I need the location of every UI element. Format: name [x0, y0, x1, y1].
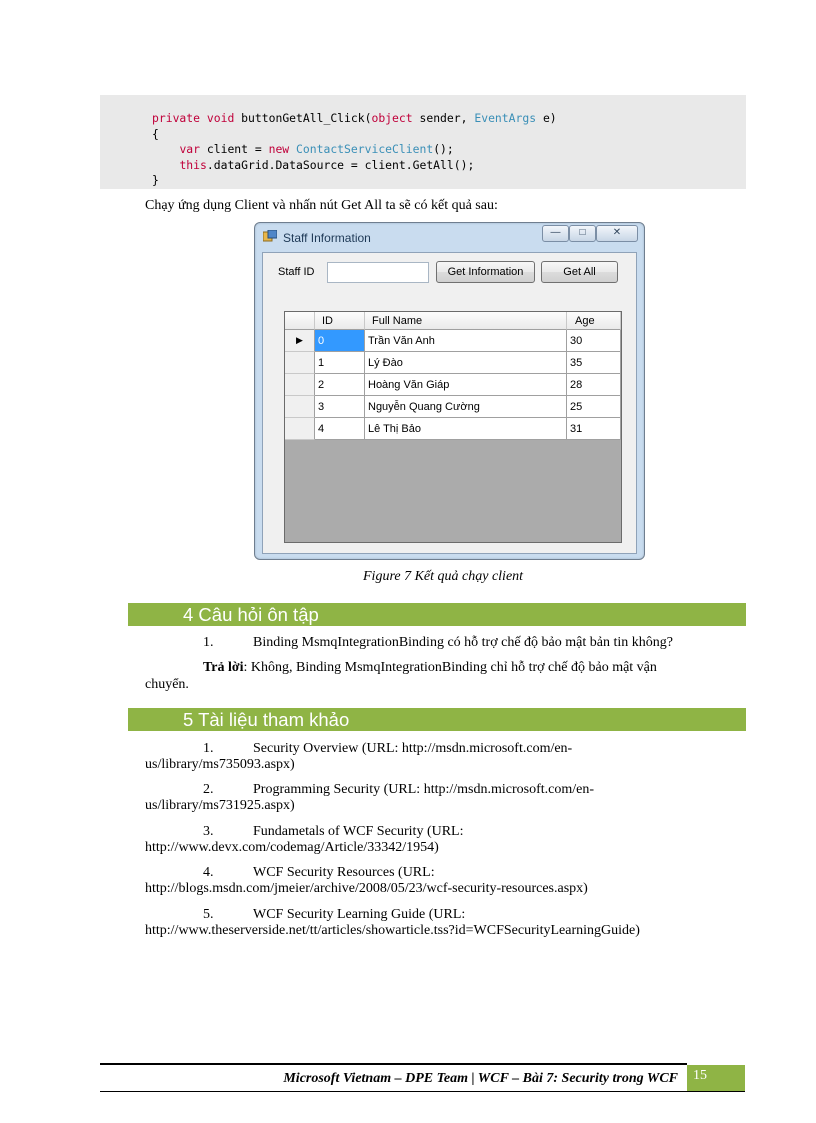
section-4-header	[128, 603, 746, 626]
get-information-button[interactable]: Get Information	[436, 261, 535, 283]
data-grid[interactable]	[284, 311, 622, 543]
section-4-title: 4 Câu hỏi ôn tập	[183, 604, 319, 625]
grid-corner-header[interactable]	[285, 312, 315, 330]
answer-continuation: chuyển.	[145, 677, 189, 692]
ref-url-line[interactable]: http://blogs.msdn.com/jmeier/archive/2008/05/23/wcf-security-resources.aspx)	[145, 881, 588, 896]
grid-cell-age[interactable]: 35	[567, 352, 621, 374]
page-number: 15	[693, 1068, 707, 1083]
grid-cell-name[interactable]: Lê Thị Bảo	[365, 418, 567, 440]
ref-line: Security Overview (URL: http://msdn.microsoft.com/en-	[253, 741, 573, 756]
get-all-button[interactable]: Get All	[541, 261, 618, 283]
ref-line: WCF Security Resources (URL:	[253, 865, 435, 880]
grid-cell-name[interactable]: Trần Văn Anh	[365, 330, 567, 352]
row-header[interactable]	[285, 396, 315, 418]
footer-rule-bottom	[100, 1091, 745, 1092]
figure-caption: Figure 7 Kết quả chạy client	[363, 569, 524, 584]
ref-number: 3.	[203, 824, 214, 839]
grid-cell-name[interactable]: Nguyễn Quang Cường	[365, 396, 567, 418]
code-text: private void buttonGetAll_Click(object sender, EventArgs e) { var client = new ContactServiceClient(); this.dataGrid.DataSource = client.GetAll(); }	[152, 111, 557, 187]
current-row-marker[interactable]: ▶	[285, 330, 315, 352]
maximize-button[interactable]: □	[569, 225, 596, 242]
app-icon	[263, 230, 277, 243]
row-header[interactable]	[285, 352, 315, 374]
minimize-button[interactable]: —	[542, 225, 569, 242]
close-button[interactable]: ✕	[596, 225, 638, 242]
grid-cell-id[interactable]: 1	[315, 352, 365, 374]
ref-url-line[interactable]: us/library/ms731925.aspx)	[145, 798, 295, 813]
intro-text: Chạy ứng dụng Client và nhấn nút Get All ta sẽ có kết quả sau:	[145, 198, 498, 213]
page-number-box	[687, 1065, 745, 1091]
footer-text: Microsoft Vietnam – DPE Team | WCF – Bài 7: Security trong WCF	[283, 1071, 678, 1086]
ref-url-line[interactable]: us/library/ms735093.aspx)	[145, 757, 295, 772]
grid-cell-id[interactable]: 0	[315, 330, 365, 352]
ref-number: 2.	[203, 782, 214, 797]
grid-cell-age[interactable]: 31	[567, 418, 621, 440]
grid-cell-id[interactable]: 2	[315, 374, 365, 396]
ref-line: Programming Security (URL: http://msdn.microsoft.com/en-	[253, 782, 595, 797]
column-header-age[interactable]: Age	[567, 312, 621, 330]
staff-id-input[interactable]	[327, 262, 429, 283]
staff-information-window	[254, 222, 645, 560]
ref-number: 5.	[203, 907, 214, 922]
row-header[interactable]	[285, 374, 315, 396]
row-header[interactable]	[285, 418, 315, 440]
ref-line: Fundametals of WCF Security (URL:	[253, 824, 464, 839]
code-block	[100, 95, 746, 189]
ref-url-line[interactable]: http://www.theserverside.net/tt/articles/showarticle.tss?id=WCFSecurityLearningGuide)	[145, 923, 640, 938]
answer-text: : Không, Binding MsmqIntegrationBinding chỉ hỗ trợ chế độ bảo mật vận	[243, 660, 657, 675]
grid-cell-id[interactable]: 3	[315, 396, 365, 418]
grid-cell-age[interactable]: 30	[567, 330, 621, 352]
window-title: Staff Information	[283, 231, 371, 245]
grid-cell-id[interactable]: 4	[315, 418, 365, 440]
question-number: 1.	[203, 635, 214, 650]
ref-number: 4.	[203, 865, 214, 880]
staff-id-label: Staff ID	[278, 266, 315, 278]
answer-label: Trả lời	[203, 660, 244, 675]
window-client-area	[262, 252, 637, 554]
column-header-id[interactable]: ID	[315, 312, 365, 330]
section-5-title: 5 Tài liệu tham khảo	[183, 709, 350, 730]
question-text: Binding MsmqIntegrationBinding có hỗ trợ chế độ bảo mật bản tin không?	[253, 635, 673, 650]
ref-number: 1.	[203, 741, 214, 756]
footer-rule-top	[100, 1063, 687, 1065]
section-5-header	[128, 708, 746, 731]
answer-line	[203, 660, 657, 676]
ref-line: WCF Security Learning Guide (URL:	[253, 907, 466, 922]
grid-cell-name[interactable]: Hoàng Văn Giáp	[365, 374, 567, 396]
column-header-full-name[interactable]: Full Name	[365, 312, 567, 330]
grid-cell-age[interactable]: 25	[567, 396, 621, 418]
grid-cell-name[interactable]: Lý Đào	[365, 352, 567, 374]
ref-url-line[interactable]: http://www.devx.com/codemag/Article/33342/1954)	[145, 840, 439, 855]
grid-cell-age[interactable]: 28	[567, 374, 621, 396]
